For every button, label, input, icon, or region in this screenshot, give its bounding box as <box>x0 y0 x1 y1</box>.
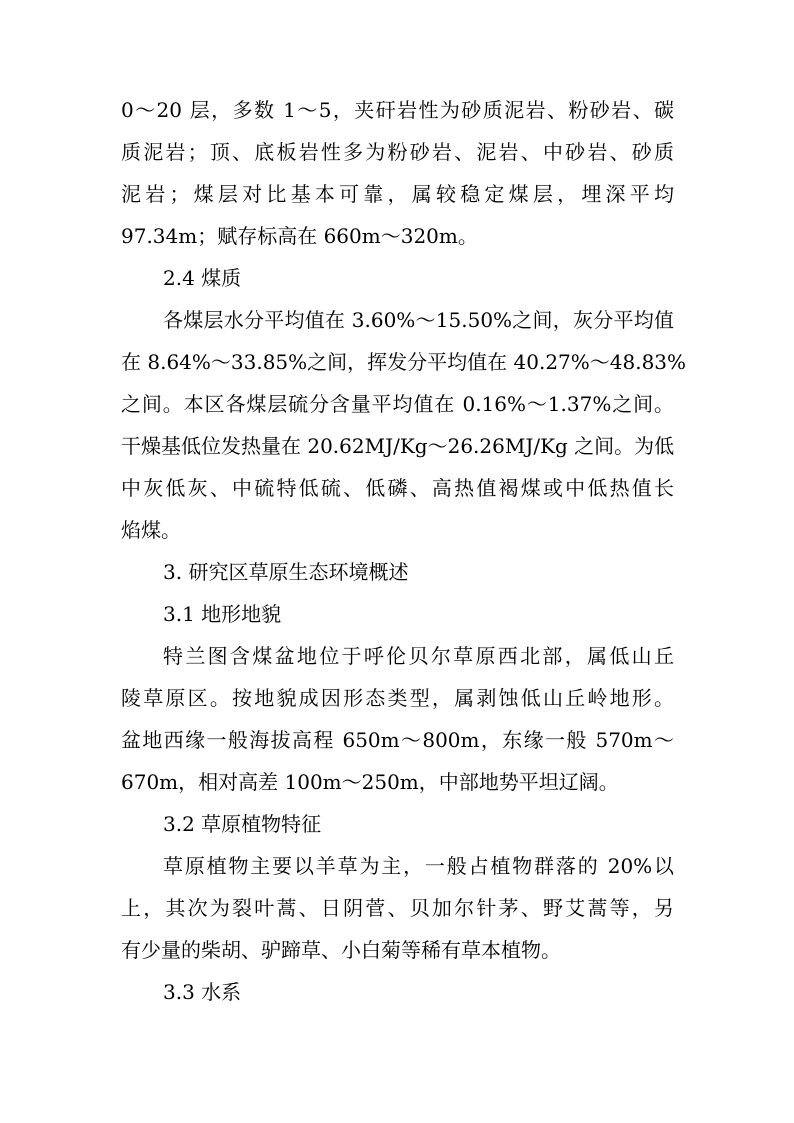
text-line: 盆地西缘一般海拔高程 650m～800m，东缘一般 570m～ <box>121 728 674 752</box>
section-heading-3: 3. 研究区草原生态环境概述 <box>163 560 409 584</box>
text-line: 在 8.64%～33.85%之间，挥发分平均值在 40.27%～48.83% <box>121 350 687 374</box>
text-line: 草原植物主要以羊草为主，一般占植物群落的 20%以 <box>163 854 674 878</box>
section-heading-2-4: 2.4 煤质 <box>163 266 242 290</box>
text-line: 泥岩；煤层对比基本可靠，属较稳定煤层，埋深平均 <box>121 182 674 206</box>
text-line: 特兰图含煤盆地位于呼伦贝尔草原西北部，属低山丘 <box>163 644 674 668</box>
text-line: 各煤层水分平均值在 3.60%～15.50%之间，灰分平均值 <box>163 308 674 332</box>
text-line: 97.34m；赋存标高在 660m～320m。 <box>121 224 478 248</box>
text-line: 焰煤。 <box>121 518 181 542</box>
text-line: 之间。本区各煤层硫分含量平均值在 0.16%～1.37%之间。 <box>121 392 674 416</box>
section-heading-3-2: 3.2 草原植物特征 <box>163 812 322 836</box>
section-heading-3-3: 3.3 水系 <box>163 980 242 1004</box>
text-line: 0～20 层，多数 1～5，夹矸岩性为砂质泥岩、粉砂岩、碳 <box>121 98 674 122</box>
text-line: 陵草原区。按地貌成因形态类型，属剥蚀低山丘岭地形。 <box>121 686 674 710</box>
section-heading-3-1: 3.1 地形地貌 <box>163 602 282 626</box>
text-line: 上，其次为裂叶蒿、日阴菅、贝加尔针茅、野艾蒿等，另 <box>121 896 674 920</box>
text-line: 质泥岩；顶、底板岩性多为粉砂岩、泥岩、中砂岩、砂质 <box>121 140 674 164</box>
text-line: 干燥基低位发热量在 20.62MJ/Kg～26.26MJ/Kg 之间。为低 <box>121 434 675 458</box>
text-line: 有少量的柴胡、驴蹄草、小白菊等稀有草本植物。 <box>121 938 561 962</box>
text-line: 中灰低灰、中硫特低硫、低磷、高热值褐煤或中低热值长 <box>121 476 674 500</box>
text-line: 670m，相对高差 100m～250m，中部地势平坦辽阔。 <box>121 770 619 794</box>
